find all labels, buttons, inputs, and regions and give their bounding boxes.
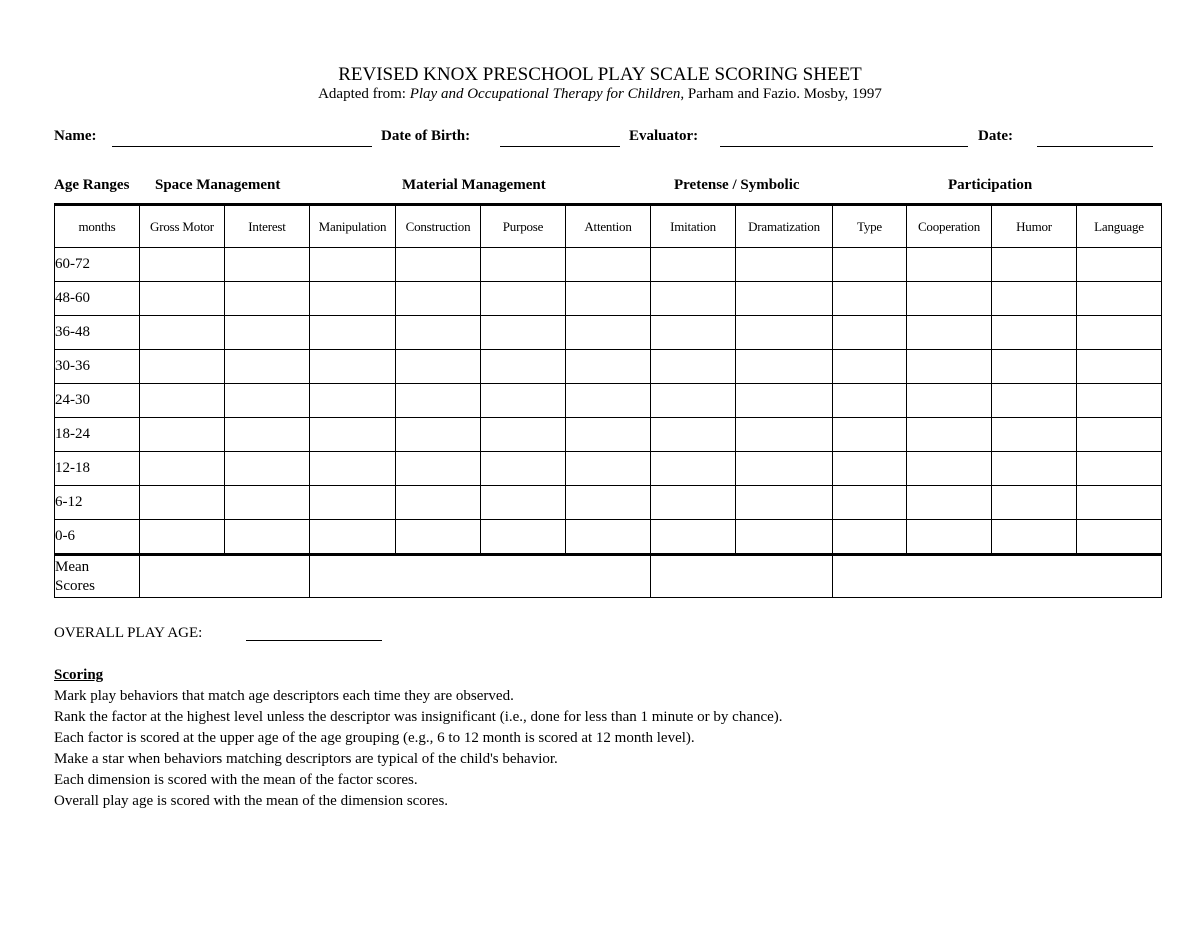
scoring-heading: Scoring <box>54 667 104 683</box>
name-label: Name: <box>54 128 97 144</box>
scoring-line: Rank the factor at the highest level unless the descriptor was insignificant (i.e., done for less than 1 minute or by chance). <box>54 709 783 725</box>
score-cell[interactable] <box>481 418 566 452</box>
score-cell[interactable] <box>481 486 566 520</box>
score-cell[interactable] <box>396 418 481 452</box>
score-cell[interactable] <box>833 452 907 486</box>
score-cell[interactable] <box>651 282 736 316</box>
score-cell[interactable] <box>992 384 1077 418</box>
score-cell[interactable] <box>225 248 310 282</box>
score-cell[interactable] <box>140 486 225 520</box>
form-title: REVISED KNOX PRESCHOOL PLAY SCALE SCORING SHEET <box>338 64 862 85</box>
score-cell[interactable] <box>651 316 736 350</box>
age-range-label: 60-72 <box>55 248 140 282</box>
score-cell[interactable] <box>1077 316 1162 350</box>
score-cell[interactable] <box>907 282 992 316</box>
score-cell[interactable] <box>907 316 992 350</box>
score-cell[interactable] <box>481 282 566 316</box>
column-header: Type <box>833 205 907 248</box>
age-range-label: 36-48 <box>55 316 140 350</box>
column-header: Interest <box>225 205 310 248</box>
score-cell[interactable] <box>310 418 396 452</box>
score-cell[interactable] <box>992 248 1077 282</box>
score-cell[interactable] <box>396 520 481 555</box>
score-cell[interactable] <box>736 520 833 555</box>
score-cell[interactable] <box>566 418 651 452</box>
score-cell[interactable] <box>566 248 651 282</box>
score-cell[interactable] <box>481 384 566 418</box>
age-row <box>55 520 1162 555</box>
column-header-row <box>55 205 1162 248</box>
score-cell[interactable] <box>833 520 907 555</box>
age-range-label: 18-24 <box>55 418 140 452</box>
age-range-label: 6-12 <box>55 486 140 520</box>
age-row <box>55 384 1162 418</box>
score-cell[interactable] <box>907 520 992 555</box>
score-cell[interactable] <box>225 520 310 555</box>
dob-label: Date of Birth: <box>381 128 471 144</box>
scoring-line: Overall play age is scored with the mean of the dimension scores. <box>54 793 449 809</box>
score-cell[interactable] <box>566 384 651 418</box>
score-cell[interactable] <box>992 452 1077 486</box>
score-cell[interactable] <box>396 248 481 282</box>
score-cell[interactable] <box>225 486 310 520</box>
score-cell[interactable] <box>736 316 833 350</box>
score-cell[interactable] <box>566 316 651 350</box>
score-cell[interactable] <box>310 520 396 555</box>
score-cell[interactable] <box>736 282 833 316</box>
column-header: Cooperation <box>907 205 992 248</box>
score-cell[interactable] <box>566 452 651 486</box>
score-cell[interactable] <box>651 248 736 282</box>
score-cell[interactable] <box>140 316 225 350</box>
score-cell[interactable] <box>566 520 651 555</box>
score-cell[interactable] <box>736 486 833 520</box>
score-cell[interactable] <box>736 350 833 384</box>
column-header: Dramatization <box>736 205 833 248</box>
score-cell[interactable] <box>651 486 736 520</box>
subtitle-book-title: Play and Occupational Therapy for Children <box>409 86 681 102</box>
score-cell[interactable] <box>833 282 907 316</box>
scoring-line: Each factor is scored at the upper age of the age grouping (e.g., 6 to 12 month is scored at 12 month level). <box>54 730 695 746</box>
score-cell[interactable] <box>907 384 992 418</box>
score-cell[interactable] <box>396 316 481 350</box>
scoring-grid <box>54 203 1162 598</box>
overall-play-age-label: OVERALL PLAY AGE: <box>54 625 203 641</box>
score-cell[interactable] <box>651 452 736 486</box>
age-row <box>55 452 1162 486</box>
score-cell[interactable] <box>310 248 396 282</box>
score-cell[interactable] <box>992 520 1077 555</box>
column-header: Gross Motor <box>140 205 225 248</box>
score-cell[interactable] <box>992 350 1077 384</box>
score-cell[interactable] <box>310 452 396 486</box>
score-cell[interactable] <box>833 418 907 452</box>
score-cell[interactable] <box>833 486 907 520</box>
score-cell[interactable] <box>907 248 992 282</box>
mean-scores-row <box>55 555 1162 598</box>
score-cell[interactable] <box>1077 452 1162 486</box>
score-cell[interactable] <box>310 384 396 418</box>
score-cell[interactable] <box>992 282 1077 316</box>
space-management-header: Space Management <box>155 177 281 193</box>
score-cell[interactable] <box>140 282 225 316</box>
score-cell[interactable] <box>225 452 310 486</box>
age-range-label: 30-36 <box>55 350 140 384</box>
score-cell[interactable] <box>396 350 481 384</box>
score-cell[interactable] <box>566 486 651 520</box>
score-cell[interactable] <box>833 384 907 418</box>
score-cell[interactable] <box>736 384 833 418</box>
score-cell[interactable] <box>992 316 1077 350</box>
column-header: Language <box>1077 205 1162 248</box>
subtitle-prefix: Adapted from: <box>318 86 410 102</box>
score-cell[interactable] <box>225 350 310 384</box>
score-cell[interactable] <box>310 316 396 350</box>
date-label: Date: <box>978 128 1013 144</box>
age-row <box>55 248 1162 282</box>
score-cell[interactable] <box>225 384 310 418</box>
score-cell[interactable] <box>481 316 566 350</box>
subtitle-suffix: , Parham and Fazio. Mosby, 1997 <box>680 86 882 102</box>
score-cell[interactable] <box>310 350 396 384</box>
age-row <box>55 350 1162 384</box>
space-management-mean-cell[interactable] <box>140 555 310 598</box>
column-header: Humor <box>992 205 1077 248</box>
column-header: Purpose <box>481 205 566 248</box>
age-range-label: 24-30 <box>55 384 140 418</box>
score-cell[interactable] <box>140 350 225 384</box>
column-header: months <box>55 205 140 248</box>
score-cell[interactable] <box>310 486 396 520</box>
score-cell[interactable] <box>140 418 225 452</box>
age-row <box>55 486 1162 520</box>
score-cell[interactable] <box>907 486 992 520</box>
dob-field[interactable] <box>500 146 620 147</box>
score-cell[interactable] <box>1077 282 1162 316</box>
mean-label-line: Scores <box>55 577 95 594</box>
score-cell[interactable] <box>736 418 833 452</box>
column-header: Manipulation <box>310 205 396 248</box>
age-range-label: 12-18 <box>55 452 140 486</box>
name-field[interactable] <box>112 146 372 147</box>
evaluator-field[interactable] <box>720 146 968 147</box>
mean-scores-label <box>55 555 140 598</box>
score-cell[interactable] <box>907 452 992 486</box>
material-management-header: Material Management <box>402 177 546 193</box>
score-cell[interactable] <box>140 452 225 486</box>
age-range-label: 0-6 <box>55 520 140 555</box>
scoring-line: Mark play behaviors that match age descriptors each time they are observed. <box>54 688 514 704</box>
score-cell[interactable] <box>481 452 566 486</box>
score-cell[interactable] <box>481 248 566 282</box>
score-cell[interactable] <box>1077 418 1162 452</box>
score-cell[interactable] <box>992 418 1077 452</box>
score-cell[interactable] <box>1077 520 1162 555</box>
date-field[interactable] <box>1037 146 1153 147</box>
score-cell[interactable] <box>1077 486 1162 520</box>
score-cell[interactable] <box>907 418 992 452</box>
score-cell[interactable] <box>225 418 310 452</box>
score-cell[interactable] <box>833 350 907 384</box>
age-range-label: 48-60 <box>55 282 140 316</box>
age-row <box>55 418 1162 452</box>
score-cell[interactable] <box>651 384 736 418</box>
score-cell[interactable] <box>566 350 651 384</box>
score-cell[interactable] <box>992 486 1077 520</box>
score-cell[interactable] <box>396 486 481 520</box>
evaluator-label: Evaluator: <box>629 128 699 144</box>
scoring-line: Each dimension is scored with the mean of the factor scores. <box>54 772 418 788</box>
score-cell[interactable] <box>1077 384 1162 418</box>
age-row <box>55 282 1162 316</box>
score-cell[interactable] <box>225 282 310 316</box>
score-cell[interactable] <box>481 350 566 384</box>
column-header: Attention <box>566 205 651 248</box>
overall-play-age-field[interactable] <box>246 640 382 641</box>
pretense-symbolic-header: Pretense / Symbolic <box>674 177 800 193</box>
score-cell[interactable] <box>481 520 566 555</box>
score-cell[interactable] <box>396 282 481 316</box>
score-cell[interactable] <box>225 316 310 350</box>
age-row <box>55 316 1162 350</box>
column-header: Imitation <box>651 205 736 248</box>
score-cell[interactable] <box>566 282 651 316</box>
score-cell[interactable] <box>1077 248 1162 282</box>
score-cell[interactable] <box>140 384 225 418</box>
score-cell[interactable] <box>396 384 481 418</box>
score-cell[interactable] <box>1077 350 1162 384</box>
scoring-line: Make a star when behaviors matching descriptors are typical of the child's behavior. <box>54 751 558 767</box>
score-cell[interactable] <box>833 316 907 350</box>
score-cell[interactable] <box>651 350 736 384</box>
age-ranges-header: Age Ranges <box>54 177 130 193</box>
material-management-mean-cell[interactable] <box>310 555 651 598</box>
score-cell[interactable] <box>736 248 833 282</box>
score-cell[interactable] <box>310 282 396 316</box>
score-cell[interactable] <box>907 350 992 384</box>
grid-body <box>55 205 1162 598</box>
score-cell[interactable] <box>140 520 225 555</box>
score-cell[interactable] <box>736 452 833 486</box>
mean-label-line: Mean <box>55 558 90 575</box>
score-cell[interactable] <box>833 248 907 282</box>
participation-mean-cell[interactable] <box>833 555 1162 598</box>
score-cell[interactable] <box>651 418 736 452</box>
form-subtitle <box>0 86 1200 103</box>
score-cell[interactable] <box>140 248 225 282</box>
score-cell[interactable] <box>651 520 736 555</box>
score-cell[interactable] <box>396 452 481 486</box>
participation-header: Participation <box>948 177 1033 193</box>
column-header: Construction <box>396 205 481 248</box>
pretense-symbolic-mean-cell[interactable] <box>651 555 833 598</box>
